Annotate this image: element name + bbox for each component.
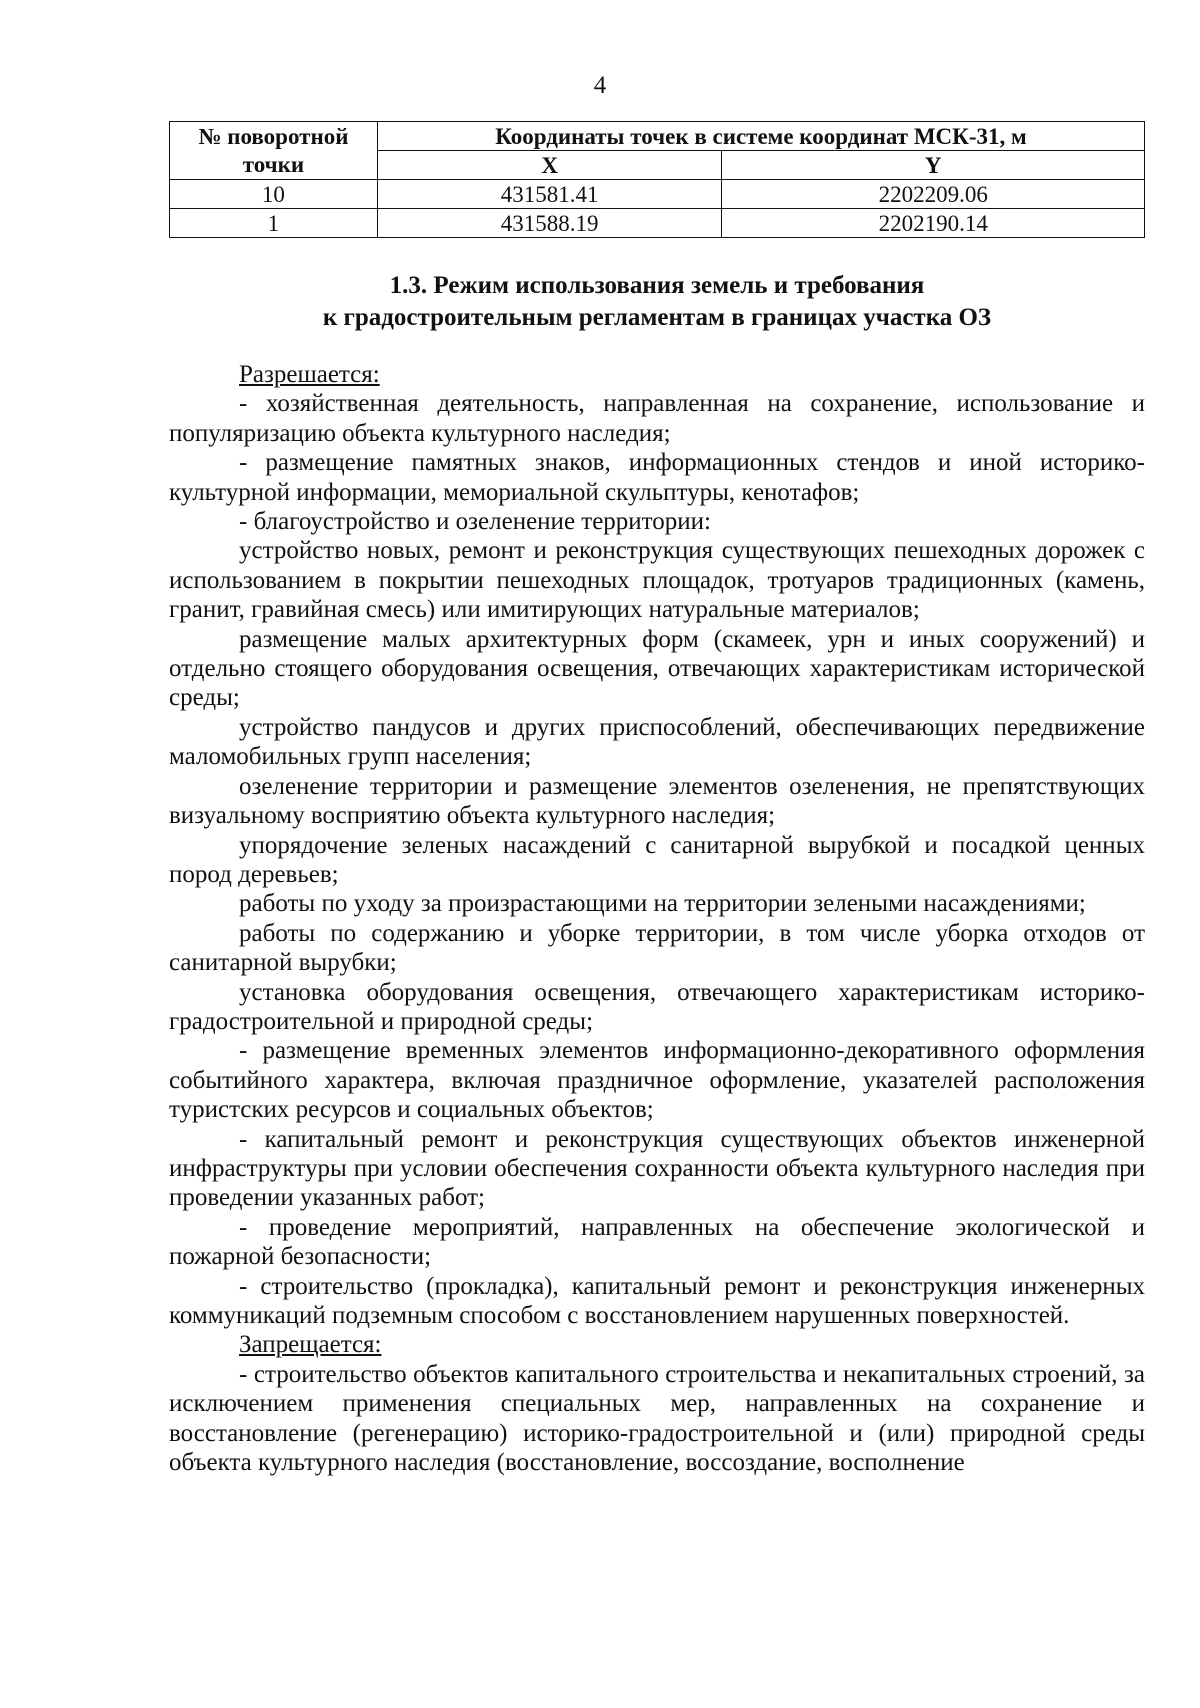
paragraph: работы по уходу за произрастающими на территории зелеными насаждениями; — [239, 890, 1086, 918]
header-coordinates: Координаты точек в системе координат МСК-31, м — [377, 122, 1144, 151]
paragraph: - размещение временных элементов информационно-декоративного оформления событийного характера, включая праздничное оформление, указателей расположения туристских ресурсов и социальных объектов; — [169, 1037, 1145, 1124]
paragraph: озеленение территории и размещение элементов озеленения, не препятствующих визуальному восприятию объекта культурного наследия; — [169, 772, 1145, 830]
paragraph: установка оборудования освещения, отвечающего характеристикам историко-градостроительной и природной среды; — [169, 978, 1145, 1035]
paragraph: работы по содержанию и уборке территории, в том числе уборка отходов от санитарной вырубки; — [169, 919, 1145, 977]
section-heading — [169, 270, 1145, 334]
paragraph: упорядочение зеленых насаждений с санитарной вырубкой и посадкой ценных пород деревьев; — [169, 831, 1145, 888]
paragraph: - строительство объектов капитального строительства и некапитальных строений, за исключением применения специальных мер, направленных на сохранение и восстановление (регенерацию) историко-градостроительной и (или) природной среды объекта культурного наследия (восстановление, воссоздание, восполнение — [169, 1360, 1145, 1477]
paragraph: устройство пандусов и других приспособлений, обеспечивающих передвижение маломобильных групп населения; — [169, 713, 1145, 771]
subheading: Разрешается: — [239, 361, 380, 388]
header-point-number: № поворотной точки — [170, 122, 378, 180]
header-x: X — [377, 151, 722, 180]
coordinates-table — [169, 121, 1145, 238]
cell-x: 431588.19 — [377, 209, 722, 238]
body-text — [169, 360, 1145, 1477]
heading-line-1: 1.3. Режим использования земель и требования — [389, 272, 925, 299]
page-number: 4 — [593, 72, 607, 99]
heading-line-2: к градостроительным регламентам в границах участка ОЗ — [322, 304, 992, 331]
cell-point: 1 — [170, 209, 378, 238]
subheading: Запрещается: — [239, 1331, 382, 1359]
header-y: Y — [722, 151, 1145, 180]
paragraph: - благоустройство и озеленение территории: — [239, 508, 711, 536]
paragraph: размещение малых архитектурных форм (скамеек, урн и иных сооружений) и отдельно стоящего оборудования освещения, отвечающих характеристикам исторической среды; — [169, 625, 1145, 712]
cell-y: 2202190.14 — [722, 209, 1145, 238]
paragraph: - проведение мероприятий, направленных на обеспечение экологической и пожарной безопасности; — [169, 1213, 1145, 1271]
table-row — [170, 209, 1145, 238]
cell-x: 431581.41 — [377, 180, 722, 209]
paragraph: - капитальный ремонт и реконструкция существующих объектов инженерной инфраструктуры при условии обеспечения сохранности объекта культурного наследия при проведении указанных работ; — [169, 1125, 1145, 1212]
paragraph: устройство новых, ремонт и реконструкция существующих пешеходных дорожек с использованием в покрытии пешеходных площадок, тротуаров традиционных (камень, гранит, гравийная смесь) или имитирующих натуральные материалов; — [169, 537, 1145, 624]
paragraph: - размещение памятных знаков, информационных стендов и иной историко-культурной информации, мемориальной скульптуры, кенотафов; — [169, 449, 1145, 506]
cell-y: 2202209.06 — [722, 180, 1145, 209]
paragraph: - строительство (прокладка), капитальный ремонт и реконструкция инженерных коммуникаций подземным способом с восстановлением нарушенных поверхностей. — [169, 1272, 1145, 1329]
table-row — [170, 180, 1145, 209]
cell-point: 10 — [170, 180, 378, 209]
paragraph: - хозяйственная деятельность, направленная на сохранение, использование и популяризацию объекта культурного наследия; — [169, 390, 1145, 447]
